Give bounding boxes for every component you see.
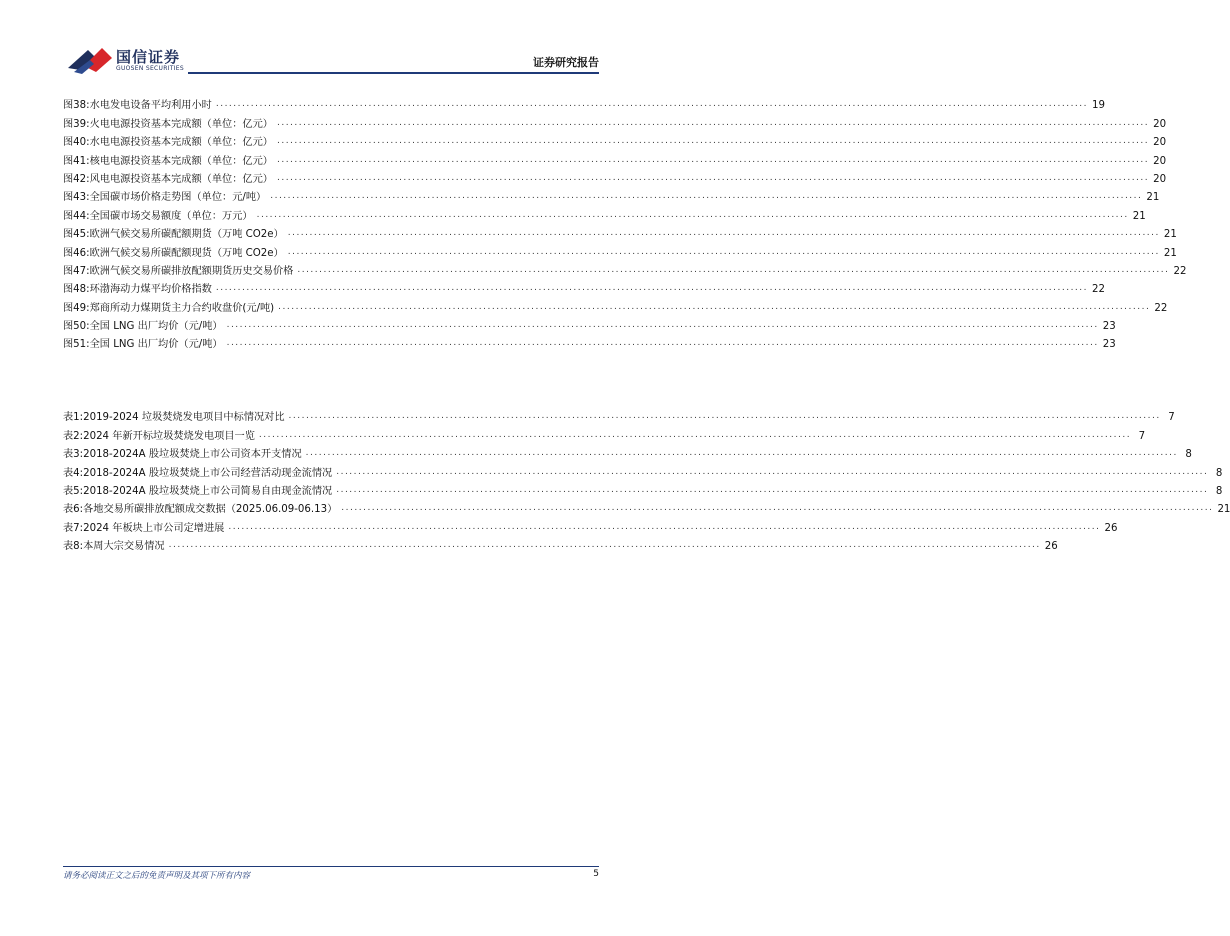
figure-toc-entry[interactable] bbox=[63, 222, 1177, 241]
entry-title: 欧洲气候交易所碳排放配额期货历史交易价格 bbox=[89, 265, 294, 277]
entry-label: 图40: bbox=[63, 137, 90, 149]
entry-page-number: 8 bbox=[1215, 467, 1223, 479]
entry-title: 各地交易所碳排放配额成交数据（2025.06.09-06.13） bbox=[83, 504, 338, 516]
table-toc-entry[interactable] bbox=[63, 460, 1223, 479]
leader-dots: ........................................................................................................................................................................................................ bbox=[287, 228, 1160, 239]
leader-dots: ........................................................................................................................................................................................................ bbox=[341, 503, 1214, 514]
entry-page-number: 26 bbox=[1044, 541, 1058, 553]
entry-page-number: 21 bbox=[1163, 229, 1177, 241]
figure-toc-entry[interactable] bbox=[63, 332, 1116, 351]
entry-label: 表3: bbox=[63, 449, 84, 461]
figure-toc-entry[interactable] bbox=[63, 240, 1177, 259]
entry-label: 图39: bbox=[63, 118, 90, 130]
table-toc-entry[interactable] bbox=[63, 515, 1118, 534]
leader-dots: ........................................................................................................................................................................................................ bbox=[305, 448, 1178, 459]
entry-label: 图48: bbox=[63, 284, 90, 296]
entry-page-number: 21 bbox=[1217, 504, 1230, 516]
figure-toc-entry[interactable] bbox=[63, 314, 1116, 333]
figure-toc-entry[interactable] bbox=[63, 148, 1167, 167]
entry-label: 表5: bbox=[63, 485, 84, 497]
entry-page-number: 21 bbox=[1146, 192, 1160, 204]
entry-label: 图44: bbox=[63, 210, 90, 222]
entry-title: 欧洲气候交易所碳配额现货（万吨 CO2e） bbox=[89, 247, 284, 259]
entry-title: 郑商所动力煤期货主力合约收盘价(元/吨) bbox=[89, 302, 275, 314]
logo-chinese-name: 国信证券 bbox=[116, 48, 181, 66]
entry-label: 图42: bbox=[63, 173, 90, 185]
entry-title: 核电电源投资基本完成额（单位：亿元） bbox=[89, 155, 273, 167]
entry-page-number: 23 bbox=[1102, 321, 1116, 333]
entry-label: 图51: bbox=[63, 339, 90, 351]
header-divider bbox=[188, 72, 599, 74]
entry-label: 表4: bbox=[63, 467, 84, 479]
entry-title: 全国碳市场交易额度（单位：万元） bbox=[89, 210, 253, 222]
entry-label: 表7: bbox=[63, 522, 84, 534]
entry-label: 图43: bbox=[63, 192, 90, 204]
leader-dots: ........................................................................................................................................................................................................ bbox=[258, 429, 1132, 440]
entry-label: 图45: bbox=[63, 229, 90, 241]
entry-page-number: 21 bbox=[1132, 210, 1146, 222]
figure-toc-entry[interactable] bbox=[63, 295, 1168, 314]
entry-title: 风电电源投资基本完成额（单位：亿元） bbox=[89, 173, 273, 185]
leader-dots: ........................................................................................................................................................................................................ bbox=[215, 99, 1089, 110]
figure-toc-entry[interactable] bbox=[63, 185, 1160, 204]
entry-page-number: 8 bbox=[1185, 449, 1192, 461]
entry-page-number: 21 bbox=[1163, 247, 1177, 259]
entry-title: 全国 LNG 出厂均价（元/吨） bbox=[89, 321, 223, 333]
entry-page-number: 26 bbox=[1104, 522, 1118, 534]
leader-dots: ........................................................................................................................................................................................................ bbox=[270, 191, 1143, 202]
leader-dots: ........................................................................................................................................................................................................ bbox=[276, 117, 1150, 128]
footer-divider bbox=[63, 866, 599, 867]
leader-dots: ........................................................................................................................................................................................................ bbox=[276, 136, 1150, 147]
leader-dots: ........................................................................................................................................................................................................ bbox=[336, 466, 1209, 477]
entry-label: 图49: bbox=[63, 302, 90, 314]
entry-page-number: 8 bbox=[1215, 485, 1223, 497]
entry-page-number: 20 bbox=[1153, 118, 1167, 130]
entry-title: 本周大宗交易情况 bbox=[83, 541, 165, 553]
figures-index bbox=[63, 93, 1187, 351]
entry-title: 2024 年新开标垃圾焚烧发电项目一览 bbox=[83, 430, 255, 442]
entry-page-number: 7 bbox=[1168, 412, 1175, 424]
entry-label: 图41: bbox=[63, 155, 90, 167]
leader-dots: ........................................................................................................................................................................................................ bbox=[288, 411, 1161, 422]
entry-label: 表2: bbox=[63, 430, 84, 442]
entry-label: 表6: bbox=[63, 504, 84, 516]
leader-dots: ........................................................................................................................................................................................................ bbox=[278, 301, 1151, 312]
entry-title: 全国 LNG 出厂均价（元/吨） bbox=[89, 339, 223, 351]
table-toc-entry[interactable] bbox=[63, 497, 1230, 516]
logo-english-name: GUOSEN SECURITIES bbox=[116, 65, 185, 72]
entry-title: 全国碳市场价格走势图（单位：元/吨） bbox=[89, 192, 267, 204]
entry-title: 2018-2024A 股垃圾焚烧上市公司简易自由现金流情况 bbox=[83, 485, 333, 497]
entry-page-number: 23 bbox=[1102, 339, 1116, 351]
entry-title: 水电发电设备平均利用小时 bbox=[89, 100, 212, 112]
entry-page-number: 20 bbox=[1153, 173, 1167, 185]
entry-title: 水电电源投资基本完成额（单位：亿元） bbox=[89, 137, 273, 149]
figure-toc-entry[interactable] bbox=[63, 111, 1167, 130]
table-toc-entry[interactable] bbox=[63, 442, 1192, 461]
guosen-logo-icon bbox=[66, 44, 114, 74]
leader-dots: ........................................................................................................................................................................................................ bbox=[256, 209, 1129, 220]
figure-toc-entry[interactable] bbox=[63, 130, 1167, 149]
entry-page-number: 19 bbox=[1092, 100, 1105, 112]
entry-page-number: 22 bbox=[1154, 302, 1168, 314]
entry-title: 2018-2024A 股垃圾焚烧上市公司经营活动现金流情况 bbox=[83, 467, 333, 479]
leader-dots: ........................................................................................................................................................................................................ bbox=[215, 283, 1089, 294]
entry-page-number: 22 bbox=[1092, 284, 1105, 296]
page-number: 5 bbox=[593, 869, 599, 879]
entry-page-number: 7 bbox=[1138, 430, 1146, 442]
leader-dots: ........................................................................................................................................................................................................ bbox=[336, 484, 1209, 495]
figure-toc-entry[interactable] bbox=[63, 167, 1167, 185]
entry-page-number: 20 bbox=[1153, 137, 1167, 149]
leader-dots: ........................................................................................................................................................................................................ bbox=[168, 540, 1041, 551]
leader-dots: ........................................................................................................................................................................................................ bbox=[276, 154, 1150, 165]
entry-label: 表1: bbox=[63, 412, 84, 424]
entry-page-number: 22 bbox=[1173, 265, 1187, 277]
entry-label: 图46: bbox=[63, 247, 90, 259]
entry-label: 图38: bbox=[63, 100, 90, 112]
entry-page-number: 20 bbox=[1153, 155, 1167, 167]
entry-label: 表8: bbox=[63, 541, 84, 553]
table-toc-entry[interactable] bbox=[63, 479, 1223, 497]
entry-title: 环渤海动力煤平均价格指数 bbox=[89, 284, 212, 296]
figure-toc-entry[interactable] bbox=[63, 277, 1105, 296]
entry-title: 2018-2024A 股垃圾焚烧上市公司资本开支情况 bbox=[83, 449, 302, 461]
entry-title: 2019-2024 垃圾焚烧发电项目中标情况对比 bbox=[83, 412, 285, 424]
tables-index bbox=[63, 405, 1230, 553]
table-toc-entry[interactable] bbox=[63, 423, 1146, 442]
table-toc-entry[interactable] bbox=[63, 534, 1058, 553]
entry-title: 火电电源投资基本完成额（单位：亿元） bbox=[89, 118, 273, 130]
page-header bbox=[0, 0, 662, 80]
guosen-logo bbox=[66, 44, 186, 76]
figure-toc-entry[interactable] bbox=[63, 203, 1146, 222]
entry-label: 图47: bbox=[63, 265, 90, 277]
leader-dots: ........................................................................................................................................................................................................ bbox=[228, 521, 1101, 532]
figure-toc-entry[interactable] bbox=[63, 93, 1105, 112]
leader-dots: ........................................................................................................................................................................................................ bbox=[287, 246, 1160, 257]
report-type-label: 证券研究报告 bbox=[533, 56, 599, 69]
entry-label: 图50: bbox=[63, 321, 90, 333]
entry-title: 欧洲气候交易所碳配额期货（万吨 CO2e） bbox=[89, 229, 284, 241]
footer-disclaimer: 请务必阅读正文之后的免责声明及其项下所有内容 bbox=[63, 871, 251, 881]
leader-dots: ........................................................................................................................................................................................................ bbox=[226, 338, 1099, 349]
entry-title: 2024 年板块上市公司定增进展 bbox=[83, 522, 225, 534]
figure-toc-entry[interactable] bbox=[63, 259, 1187, 277]
leader-dots: ........................................................................................................................................................................................................ bbox=[297, 264, 1170, 275]
leader-dots: ........................................................................................................................................................................................................ bbox=[226, 320, 1099, 331]
table-toc-entry[interactable] bbox=[63, 405, 1175, 424]
leader-dots: ........................................................................................................................................................................................................ bbox=[276, 172, 1150, 183]
